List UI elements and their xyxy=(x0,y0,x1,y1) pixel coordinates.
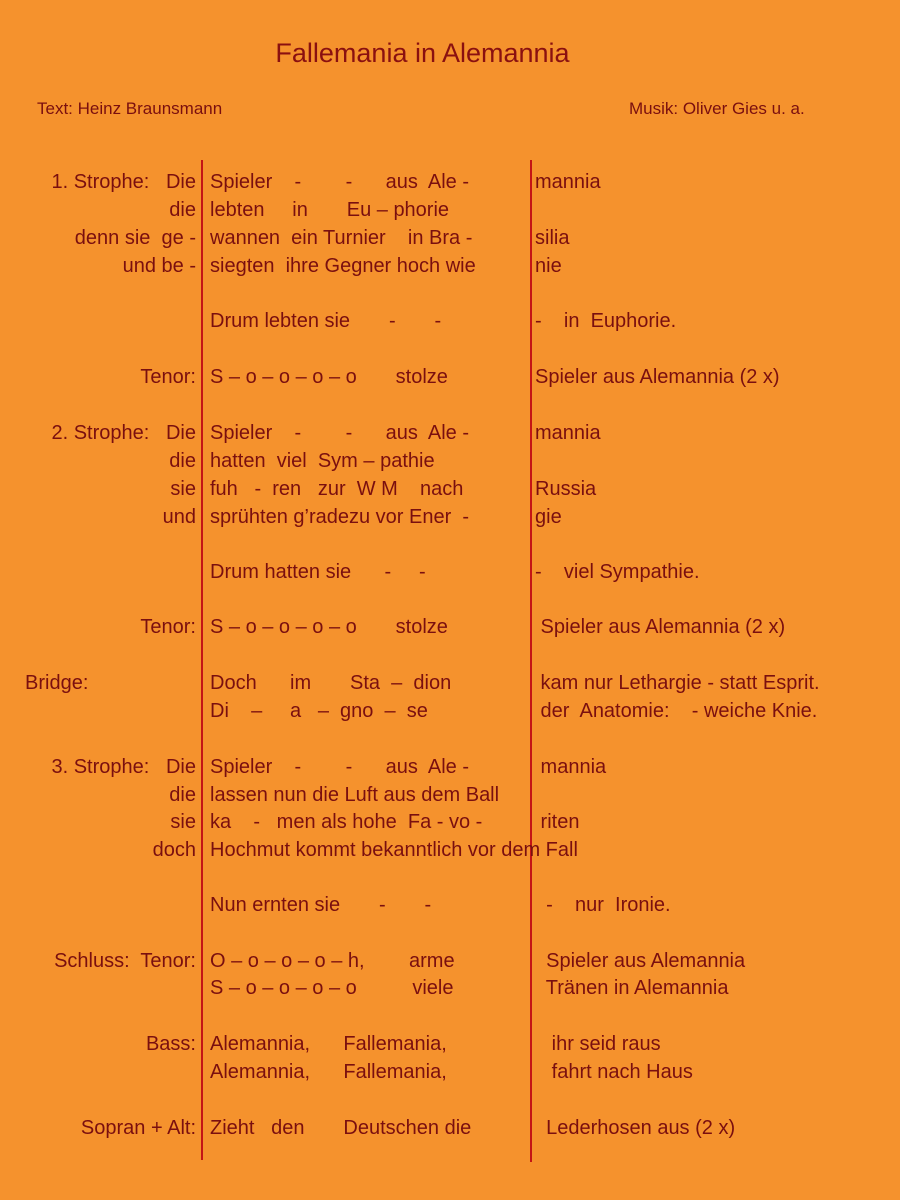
row-lyric: Di – a – gno – se xyxy=(210,700,428,722)
row-lyric: fuh - ren zur W M nach xyxy=(210,478,464,500)
row-lyric: S – o – o – o – o stolze xyxy=(210,366,448,388)
lyric-row xyxy=(0,891,900,919)
row-label: die xyxy=(169,199,196,221)
row-continuation: Spieler aus Alemannia (2 x) xyxy=(535,366,780,388)
row-label: Schluss: Tenor: xyxy=(54,950,196,972)
row-continuation: silia xyxy=(535,227,570,249)
row-lyric: lassen nun die Luft aus dem Ball xyxy=(210,784,500,806)
row-lyric: S – o – o – o – o viele xyxy=(210,977,454,999)
lyric-row xyxy=(0,363,900,391)
lyric-row xyxy=(0,558,900,586)
lyric-row xyxy=(0,1114,900,1142)
row-continuation: - viel Sympathie. xyxy=(535,561,700,583)
row-lyric: ka - men als hohe Fa - vo - xyxy=(210,811,483,833)
row-lyric: Spieler - - aus Ale - xyxy=(210,171,469,193)
row-continuation: Spieler aus Alemannia xyxy=(535,950,746,972)
row-continuation: fahrt nach Haus xyxy=(535,1061,693,1083)
row-lyric: O – o – o – o – h, arme xyxy=(210,950,455,972)
row-label: und be - xyxy=(122,255,196,277)
row-lyric: hatten viel Sym – pathie xyxy=(210,450,435,472)
row-label: die xyxy=(169,784,196,806)
lyric-row xyxy=(0,307,900,335)
row-continuation: nie xyxy=(535,255,562,277)
row-label: Bridge: xyxy=(25,672,89,694)
lyric-row xyxy=(0,503,900,531)
row-lyric: Drum lebten sie - - xyxy=(210,310,442,332)
row-label: Tenor: xyxy=(140,366,196,388)
row-label: 2. Strophe: Die xyxy=(51,422,196,444)
row-continuation: der Anatomie: - weiche Knie. xyxy=(535,700,818,722)
row-continuation: Spieler aus Alemannia (2 x) xyxy=(535,616,786,638)
lyric-row xyxy=(0,196,900,224)
row-label: Tenor: xyxy=(140,616,196,638)
lyric-row xyxy=(0,168,900,196)
music-credit: Musik: Oliver Gies u. a. xyxy=(629,99,805,118)
row-lyric: sprühten g’radezu vor Ener - xyxy=(210,506,470,528)
lyric-row xyxy=(0,1058,900,1086)
row-label: und xyxy=(162,506,196,528)
row-lyric: S – o – o – o – o stolze xyxy=(210,616,448,638)
row-lyric: Alemannia, Fallemania, xyxy=(210,1061,447,1083)
lyric-row xyxy=(0,224,900,252)
lyrics-credit: Text: Heinz Braunsmann xyxy=(37,99,223,118)
row-lyric: Alemannia, Fallemania, xyxy=(210,1033,447,1055)
row-label: doch xyxy=(152,839,196,861)
row-label: 1. Strophe: Die xyxy=(51,171,196,193)
row-continuation: ihr seid raus xyxy=(535,1033,661,1055)
row-lyric: Doch im Sta – dion xyxy=(210,672,452,694)
row-label: denn sie ge - xyxy=(74,227,196,249)
lyric-row xyxy=(0,252,900,280)
row-continuation: riten xyxy=(535,811,580,833)
row-label: sie xyxy=(170,811,196,833)
row-continuation: mannia xyxy=(535,422,601,444)
row-continuation: mannia xyxy=(535,756,607,778)
row-lyric: Drum hatten sie - - xyxy=(210,561,426,583)
song-title: Fallemania in Alemannia xyxy=(275,38,570,68)
row-lyric: Spieler - - aus Ale - xyxy=(210,422,469,444)
row-lyric: wannen ein Turnier in Bra - xyxy=(210,227,473,249)
lyric-row xyxy=(0,836,900,864)
row-label: Sopran + Alt: xyxy=(80,1117,196,1139)
row-label: 3. Strophe: Die xyxy=(51,756,196,778)
lyric-row xyxy=(0,613,900,641)
row-lyric: lebten in Eu – phorie xyxy=(210,199,450,221)
lyric-row xyxy=(0,808,900,836)
lyric-row xyxy=(0,753,900,781)
row-continuation: kam nur Lethargie - statt Esprit. xyxy=(535,672,820,694)
row-continuation: mannia xyxy=(535,171,601,193)
row-label: die xyxy=(169,450,196,472)
lyric-row xyxy=(0,669,900,697)
row-label: sie xyxy=(170,478,196,500)
row-lyric: Hochmut kommt bekanntlich vor dem Fall xyxy=(210,839,578,861)
lyric-row xyxy=(0,1030,900,1058)
lyric-row xyxy=(0,697,900,725)
row-continuation: - nur Ironie. xyxy=(535,894,671,916)
row-lyric: Spieler - - aus Ale - xyxy=(210,756,469,778)
row-continuation: Lederhosen aus (2 x) xyxy=(535,1117,736,1139)
lyric-row xyxy=(0,419,900,447)
row-continuation: gie xyxy=(535,506,562,528)
row-continuation: Tränen in Alemannia xyxy=(535,977,729,999)
lyric-row xyxy=(0,781,900,809)
lyric-row xyxy=(0,947,900,975)
row-continuation: Russia xyxy=(535,478,597,500)
row-lyric: Nun ernten sie - - xyxy=(210,894,432,916)
lyric-row xyxy=(0,447,900,475)
lyric-row xyxy=(0,475,900,503)
row-label: Bass: xyxy=(145,1033,196,1055)
lyric-row xyxy=(0,974,900,1002)
row-lyric: siegten ihre Gegner hoch wie xyxy=(210,255,476,277)
row-lyric: Zieht den Deutschen die xyxy=(210,1117,472,1139)
row-continuation: - in Euphorie. xyxy=(535,310,677,332)
